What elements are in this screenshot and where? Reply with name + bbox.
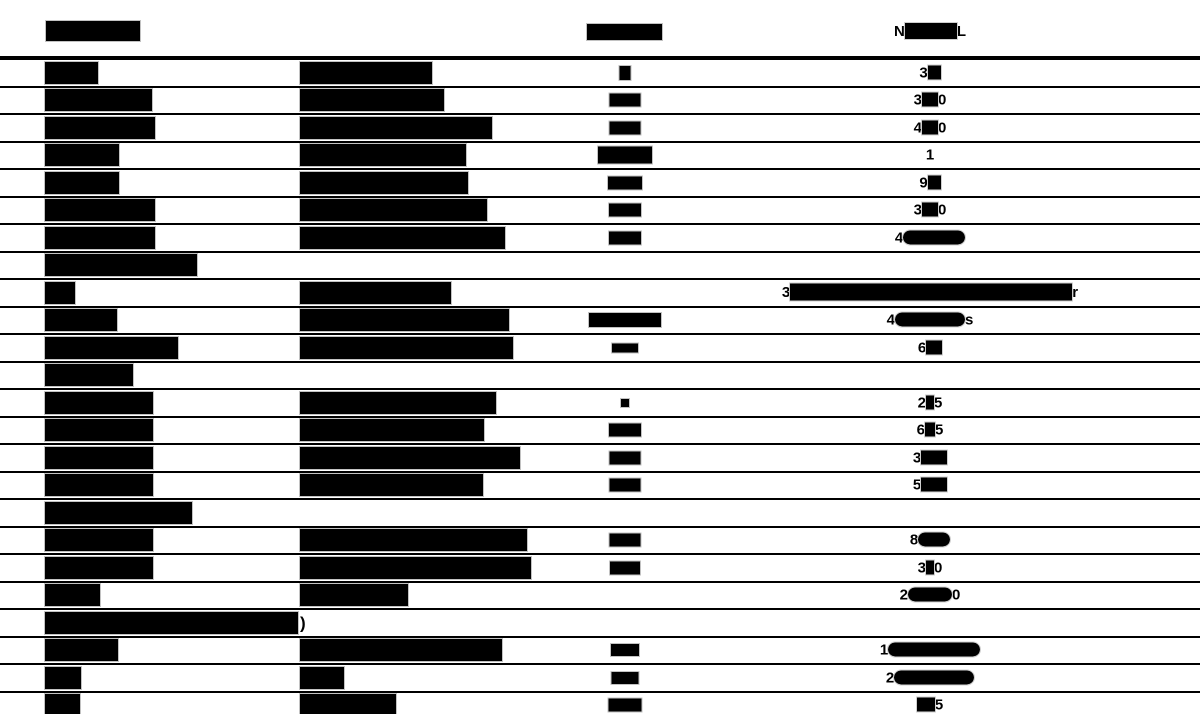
table-row — [0, 278, 1200, 306]
table-row — [0, 223, 1200, 251]
col1-redaction-bar — [45, 694, 80, 714]
col1-redaction-bar — [45, 227, 155, 249]
col2-redaction-bar — [300, 392, 496, 414]
value-redaction-bar — [895, 313, 965, 327]
header-col1-redaction-bar — [46, 21, 140, 41]
col3-redaction-bar — [609, 424, 641, 437]
value-visible-suffix: 0 — [938, 119, 947, 137]
value-cell — [780, 65, 1080, 80]
value-cell — [780, 588, 1080, 603]
value-cell — [780, 340, 1080, 355]
value-cell — [780, 313, 1080, 328]
col1-redaction-bar — [45, 282, 75, 304]
value-cell — [780, 698, 1080, 713]
header-col3-redaction-bar — [587, 24, 662, 40]
value-redaction-bar — [888, 643, 980, 657]
section-title-row — [0, 608, 1200, 636]
table-row — [0, 388, 1200, 416]
col2-redaction-bar — [300, 117, 492, 139]
value-cell — [780, 284, 1080, 301]
section-title-row — [0, 251, 1200, 279]
value-visible-suffix: 5 — [935, 421, 944, 439]
value-visible-prefix: 4 — [894, 229, 904, 247]
col2-redaction-bar — [300, 89, 444, 111]
value-cell — [780, 533, 1080, 548]
table-header-row — [0, 0, 1200, 58]
table-row — [0, 113, 1200, 141]
value-header-suffix-text: L — [956, 23, 966, 40]
value-visible-prefix: 2 — [917, 394, 926, 412]
table-row — [0, 333, 1200, 361]
value-redaction-bar — [922, 203, 938, 217]
col1-redaction-bar — [45, 144, 119, 166]
col2-redaction-bar — [300, 447, 520, 469]
col1-redaction-bar — [45, 447, 153, 469]
section-title-redaction-bar — [45, 502, 192, 524]
value-cell — [780, 203, 1080, 218]
value-redaction-bar — [790, 283, 1072, 300]
col1-redaction-bar — [45, 639, 118, 661]
col1-redaction-bar — [45, 584, 100, 606]
value-redaction-bar — [926, 340, 942, 354]
value-visible-suffix: 0 — [938, 91, 947, 109]
value-visible-prefix: 3 — [913, 91, 922, 109]
col3-redaction-bar — [612, 343, 638, 352]
section-title-row — [0, 361, 1200, 389]
col1-redaction-bar — [45, 392, 153, 414]
section-title-redaction-bar — [45, 364, 133, 386]
value-visible-prefix: 3 — [912, 449, 922, 467]
col1-redaction-bar — [45, 309, 117, 331]
col2-redaction-bar — [300, 474, 483, 496]
value-redaction-bar — [922, 120, 938, 134]
value-visible-suffix: 0 — [934, 559, 943, 577]
value-visible-suffix: 5 — [934, 394, 943, 412]
table-row — [0, 553, 1200, 581]
table-row — [0, 58, 1200, 86]
col1-redaction-bar — [45, 557, 153, 579]
value-cell — [780, 395, 1080, 410]
section-title-redaction-bar — [45, 254, 197, 276]
col3-redaction-bar — [609, 231, 641, 244]
section-title-row — [0, 498, 1200, 526]
col3-redaction-bar — [609, 699, 642, 712]
value-header-prefix-text: N — [893, 23, 905, 40]
value-column-header — [780, 24, 1080, 40]
value-cell — [780, 148, 1080, 163]
col3-redaction-bar — [612, 672, 639, 684]
value-redaction-bar — [925, 423, 935, 437]
value-visible-prefix: 4 — [913, 119, 922, 137]
col1-redaction-bar — [45, 419, 153, 441]
value-redaction-bar — [928, 175, 941, 189]
value-visible-prefix: 1 — [925, 146, 935, 164]
value-visible-prefix: 9 — [919, 174, 928, 192]
table-row — [0, 416, 1200, 444]
value-visible-prefix: 8 — [909, 531, 919, 549]
col1-redaction-bar — [45, 529, 153, 551]
value-visible-prefix: 3 — [917, 559, 926, 577]
col1-redaction-bar — [45, 667, 81, 689]
value-cell — [780, 423, 1080, 438]
value-visible-prefix: 5 — [912, 476, 922, 494]
col2-redaction-bar — [300, 557, 531, 579]
value-visible-prefix: 3 — [781, 283, 791, 301]
col1-redaction-bar — [45, 62, 98, 84]
value-cell — [780, 478, 1080, 493]
table-row — [0, 691, 1200, 714]
value-redaction-bar — [928, 65, 941, 79]
value-visible-prefix: 3 — [913, 201, 922, 219]
col2-redaction-bar — [300, 282, 451, 304]
value-visible-prefix: 4 — [886, 311, 895, 329]
col2-redaction-bar — [300, 309, 509, 331]
table-row — [0, 636, 1200, 664]
table-row — [0, 306, 1200, 334]
col3-redaction-bar — [608, 176, 642, 189]
col3-redaction-bar — [610, 561, 640, 574]
table-row — [0, 86, 1200, 114]
value-visible-suffix: 0 — [938, 201, 947, 219]
value-cell — [780, 230, 1080, 245]
col3-redaction-bar — [598, 147, 652, 164]
section-title-redaction-bar — [45, 612, 298, 634]
value-cell — [780, 175, 1080, 190]
value-visible-prefix: 6 — [916, 421, 925, 439]
value-visible-suffix: s — [965, 311, 974, 329]
col3-redaction-bar — [611, 644, 639, 656]
col2-redaction-bar — [300, 199, 487, 221]
col3-redaction-bar — [609, 204, 641, 217]
value-redaction-bar — [917, 698, 935, 712]
table-row — [0, 526, 1200, 554]
col3-redaction-bar — [620, 66, 631, 80]
col3-redaction-bar — [610, 479, 641, 492]
value-cell — [780, 93, 1080, 108]
col3-redaction-bar — [610, 121, 641, 134]
value-visible-suffix: 0 — [952, 586, 961, 604]
value-redaction-bar — [894, 670, 974, 684]
col3-redaction-bar — [610, 94, 641, 107]
col3-redaction-bar — [610, 451, 641, 464]
value-redaction-bar — [921, 478, 947, 492]
table-row — [0, 196, 1200, 224]
col1-redaction-bar — [45, 117, 155, 139]
value-redaction-bar — [921, 450, 947, 464]
col2-redaction-bar — [300, 694, 396, 714]
col2-redaction-bar — [300, 639, 502, 661]
value-redaction-bar — [918, 533, 950, 547]
col2-redaction-bar — [300, 667, 344, 689]
value-redaction-bar — [926, 395, 934, 409]
col2-redaction-bar — [300, 337, 513, 359]
value-cell — [780, 450, 1080, 465]
value-cell — [780, 120, 1080, 135]
value-visible-suffix: 5 — [934, 696, 944, 714]
value-cell — [780, 643, 1080, 658]
value-header-redaction-bar — [905, 23, 957, 39]
value-visible-prefix: 6 — [917, 339, 927, 357]
col2-redaction-bar — [300, 529, 527, 551]
section-title-visible-text: ) — [300, 613, 306, 633]
col3-redaction-bar — [589, 313, 661, 327]
col2-redaction-bar — [300, 62, 432, 84]
col1-redaction-bar — [45, 172, 119, 194]
col1-redaction-bar — [45, 89, 152, 111]
value-redaction-bar — [903, 230, 965, 244]
col2-redaction-bar — [300, 172, 468, 194]
col2-redaction-bar — [300, 419, 484, 441]
table-body — [0, 58, 1200, 714]
value-visible-prefix: 2 — [899, 586, 908, 604]
col1-redaction-bar — [45, 474, 153, 496]
table-row — [0, 581, 1200, 609]
col1-redaction-bar — [45, 337, 178, 359]
col2-redaction-bar — [300, 227, 505, 249]
value-visible-prefix: 2 — [885, 669, 895, 687]
value-cell — [780, 560, 1080, 575]
col2-redaction-bar — [300, 584, 408, 606]
value-visible-prefix: 1 — [879, 641, 889, 659]
value-visible-prefix: 3 — [919, 64, 928, 82]
table-row — [0, 443, 1200, 471]
value-redaction-bar — [908, 588, 952, 602]
table-row — [0, 141, 1200, 169]
value-visible-suffix: r — [1072, 283, 1079, 301]
table-row — [0, 663, 1200, 691]
value-redaction-bar — [922, 93, 938, 107]
table-row — [0, 471, 1200, 499]
value-cell — [780, 670, 1080, 685]
col3-redaction-bar — [621, 399, 629, 407]
col2-redaction-bar — [300, 144, 466, 166]
col3-redaction-bar — [610, 534, 641, 547]
col1-redaction-bar — [45, 199, 155, 221]
value-redaction-bar — [926, 560, 934, 574]
table-row — [0, 168, 1200, 196]
